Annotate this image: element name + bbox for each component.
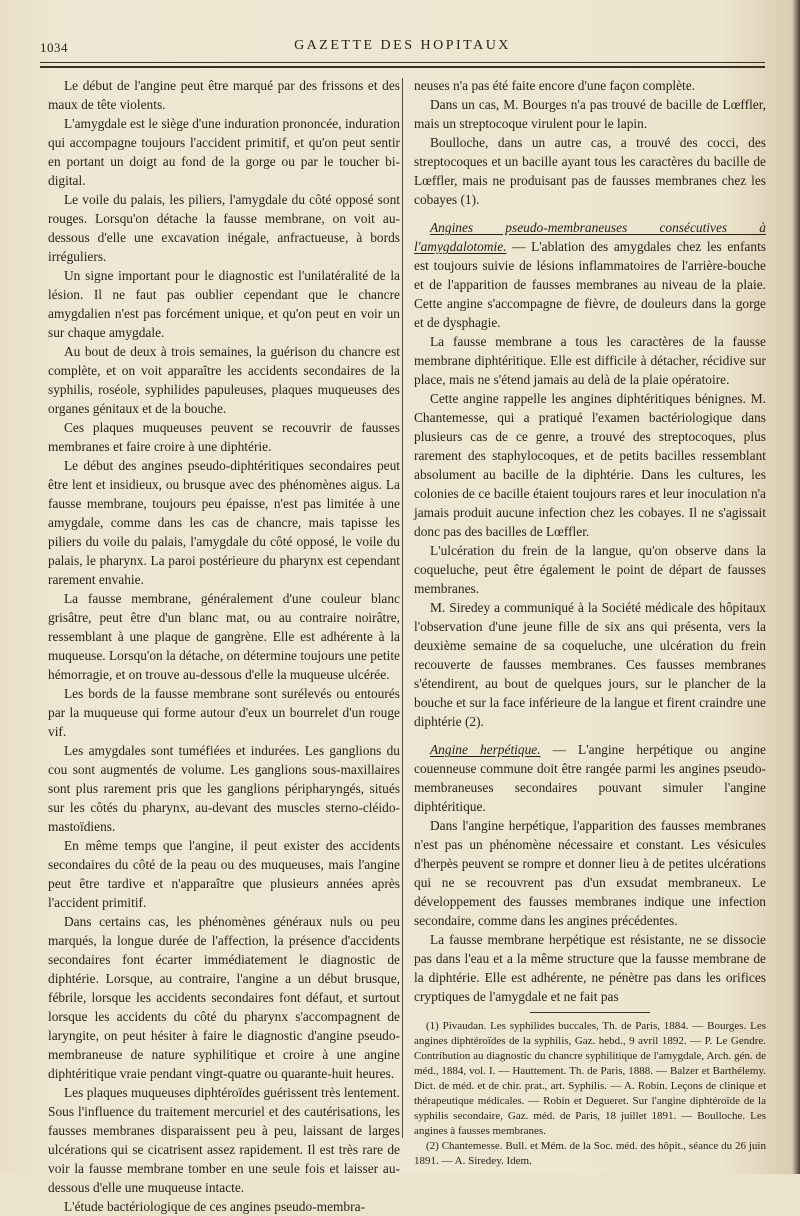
paragraph: Les plaques muqueuses diphtéroïdes guérissent très lentement. Sous l'influence du traitement mercuriel et des cautérisations, les fausses membranes disparaissent peu à peu, laissant de larges ulcérations qui se cicatrisent assez rapidement. Il est très rare de voir la fausse membrane tomber en une seule fois et laisser au-dessous d'elle une muqueuse intacte.: [48, 1085, 400, 1195]
paragraph: Le début des angines pseudo-diphtéritiques secondaires peut être lent et insidieux, ou brusque avec des phénomènes aigus. La fausse membrane, toujours peu épaisse, n'est pas limitée à une amygdale, comme dans les cas de chancre, mais tapisse les piliers du voile du palais, l'amygdale du côté opposé, le voile du palais, le pharynx. La paroi postérieure du pharynx est cependant rarement envahie.: [48, 458, 400, 587]
paragraph: La fausse membrane, généralement d'une couleur blanc grisâtre, peut être d'un blanc mat, ou au contraire noirâtre, ressemblant à une plaque de gangrène. Elle est adhérente à la muqueuse. Lorsqu'on la détache, on détermine toujours une petite hémorragie, et on trouve au-dessous d'elle la muqueuse ulcérée.: [48, 591, 400, 682]
section-lead-text: — L'ablation des amygdales chez les enfants est toujours suivie de lésions inflammatoires de l'arrière-bouche et de l'apparition de fausses membranes au niveau de la plaie. Cette angine s'accompagne de fièvre, de douleurs dans la gorge et de dysphagie.: [414, 239, 766, 330]
paragraph: Boulloche, dans un autre cas, a trouvé des cocci, des streptocoques et un bacille ayant tous les caractères du bacille de Lœffler, mais ne produisant pas de fausses membranes chez les cobayes (1).: [414, 135, 766, 207]
paragraph: La fausse membrane herpétique est résistante, ne se dissocie pas dans l'eau et a la même structure que la fausse membrane de la diphtérie. Elle est adhérente, ne pénètre pas dans les orifices cryptiques de l'amygdale et ne fait pas: [414, 932, 766, 1004]
paragraph: Au bout de deux à trois semaines, la guérison du chancre est complète, et on voit apparaître les accidents secondaires de la syphilis, roséole, syphilides papuleuses, plaques muqueuses des organes génitaux et de la bouche.: [48, 344, 400, 416]
paragraph: Cette angine rappelle les angines diphtéritiques bénignes. M. Chantemesse, qui a pratiqué l'examen bactériologique dans plusieurs cas de ce genre, a trouvé des streptocoques, plus rarement des staphylocoques, et de petits bacilles ressemblant absolument au bacille de la diphtérie. Dans les cultures, les colonies de ce bacille étaient toujours rares et leur inoculation n'a jamais produit aucune infection chez les cobayes. Il ne s'agissait donc pas des bacilles de Lœffler.: [414, 391, 766, 539]
footnotes: [414, 1019, 766, 1169]
section-herpetic-lead: [414, 740, 766, 816]
right-column: [414, 76, 766, 1169]
paragraph: neuses n'a pas été faite encore d'une façon complète.: [414, 78, 696, 93]
paragraph: Les amygdales sont tuméfiées et indurées. Les ganglions du cou sont augmentés de volume. Les ganglions sous-maxillaires sont plus rarement pris que les ganglions péripharyngés, situés sur les côtés du pharynx, au-devant des muscles sterno-cléido-mastoïdiens.: [48, 743, 400, 834]
header-rule-thin: [40, 62, 765, 63]
paragraph: Le début de l'angine peut être marqué par des frissons et des maux de tête violents.: [48, 78, 400, 112]
section-heading: Angine herpétique.: [430, 742, 541, 757]
footnote: (2) Chantemesse. Bull. et Mém. de la Soc. méd. des hôpit., séance du 26 juin 1891. — A. Siredey. Idem.: [414, 1140, 766, 1167]
page-number: 1034: [40, 40, 68, 55]
paragraph: L'ulcération du frein de la langue, qu'on observe dans la coqueluche, peut être également le point de départ de fausses membranes.: [414, 543, 766, 596]
section-lead-text: — L'angine herpétique ou angine couenneuse commune doit être rangée parmi les angines pseudo-membraneuses secondaires pouvant simuler l'angine diphtéritique.: [414, 742, 766, 814]
paragraph: Dans un cas, M. Bourges n'a pas trouvé de bacille de Lœffler, mais un streptocoque virulent pour le lapin.: [414, 97, 766, 131]
paragraph: La fausse membrane a tous les caractères de la fausse membrane diphtéritique. Elle est difficile à détacher, récidive sur place, mais ne s'étend jamais au delà de la plaie opératoire.: [414, 334, 766, 387]
paragraph: Ces plaques muqueuses peuvent se recouvrir de fausses membranes et faire croire à une diphtérie.: [48, 420, 400, 454]
footnote: (1) Pivaudan. Les syphilides buccales, Th. de Paris, 1884. — Bourges. Les angines diphtéroïdes de la syphilis, Gaz. hebd., 9 avril 1892. — P. Le Gendre. Contribution au diagnostic du chancre syphilitique de l'amygdale, Arch. gén. de méd., 1884, vol. I. — Hauttement. Th. de Paris, 1888. — Balzer et Barthélemy. Dict. de méd. et de chir. prat., art. Syphilis. — A. Robin. Leçons de clinique et thérapeutique médicales. — Robin et Degueret. Sur l'angine diphtéroïde de la syphilis secondaire, Gaz. méd. de Paris, 18 juillet 1891. — Boulloche. Les angines à fausses membranes.: [414, 1020, 766, 1137]
paragraph: M. Siredey a communiqué à la Société médicale des hôpitaux l'observation d'une jeune fille de six ans qui présenta, vers la deuxième semaine de sa coqueluche, une ulcération du frein recouverte de fausses membranes. Ces fausses membranes s'étendirent, au bout de quelques jours, sur le plancher de la bouche et sur la face inférieure de la langue et firent craindre une diphtérie (2).: [414, 600, 766, 729]
paragraph: L'amygdale est le siège d'une induration prononcée, induration qui accompagne toujours l'accident primitif, et qu'on peut sentir en portant un doigt au fond de la gorge ou par le toucher bi-digital.: [48, 116, 400, 188]
running-title: GAZETTE DES HOPITAUX: [294, 38, 511, 53]
column-divider: [402, 78, 403, 1138]
paragraph: L'étude bactériologique de ces angines pseudo-membra-: [64, 1199, 365, 1214]
paragraph: Les bords de la fausse membrane sont surélevés ou entourés par la muqueuse qui forme autour d'eux un bourrelet d'un rouge vif.: [48, 686, 400, 739]
paragraph: En même temps que l'angine, il peut exister des accidents secondaires du côté de la peau ou des muqueuses, mais l'angine peut être tardive et n'apparaître que plusieurs années après l'accident primitif.: [48, 838, 400, 910]
page-header: [40, 38, 765, 58]
left-column: [48, 76, 400, 1216]
section-tonsillotomy-lead: [414, 218, 766, 332]
header-rule-thick: [40, 66, 765, 68]
paragraph: Dans certains cas, les phénomènes généraux nuls ou peu marqués, la longue durée de l'affection, la présence d'accidents secondaires font écarter immédiatement le diagnostic de diphtérie. Lorsque, au contraire, l'angine a un début brusque, fébrile, lorsque les accidents secondaires font défaut, et surtout lorsque les accidents du côté du pharynx s'accompagnent de laryngite, on peut hésiter à faire le diagnostic d'angine pseudo-membraneuse de nature syphilitique et croire à une angine diphtéritique vraie pendant vingt-quatre ou quarante-huit heures.: [48, 914, 400, 1081]
paragraph: Un signe important pour le diagnostic est l'unilatéralité de la lésion. Il ne faut pas oublier cependant que le chancre amygdalien n'est pas forcément unique, et qu'on peut en voir un sur chaque amygdale.: [48, 268, 400, 340]
footnote-rule: [530, 1012, 650, 1013]
paragraph: Le voile du palais, les piliers, l'amygdale du côté opposé sont rouges. Lorsqu'on détache la fausse membrane, on voit au-dessous d'elle une excavation inégale, anfractueuse, à bords irréguliers.: [48, 192, 400, 264]
paragraph: Dans l'angine herpétique, l'apparition des fausses membranes n'est pas un phénomène nécessaire et constant. Les vésicules d'herpès peuvent se rompre et donner lieu à de petites ulcérations qui ne se recouvrent pas d'un exsudat membraneux. Le développement des fausses membranes indique une infection secondaire, comme dans les angines précédentes.: [414, 818, 766, 928]
section-heading: Angines pseudo-membraneuses consécutives à l'amygdalotomie.: [414, 220, 766, 254]
